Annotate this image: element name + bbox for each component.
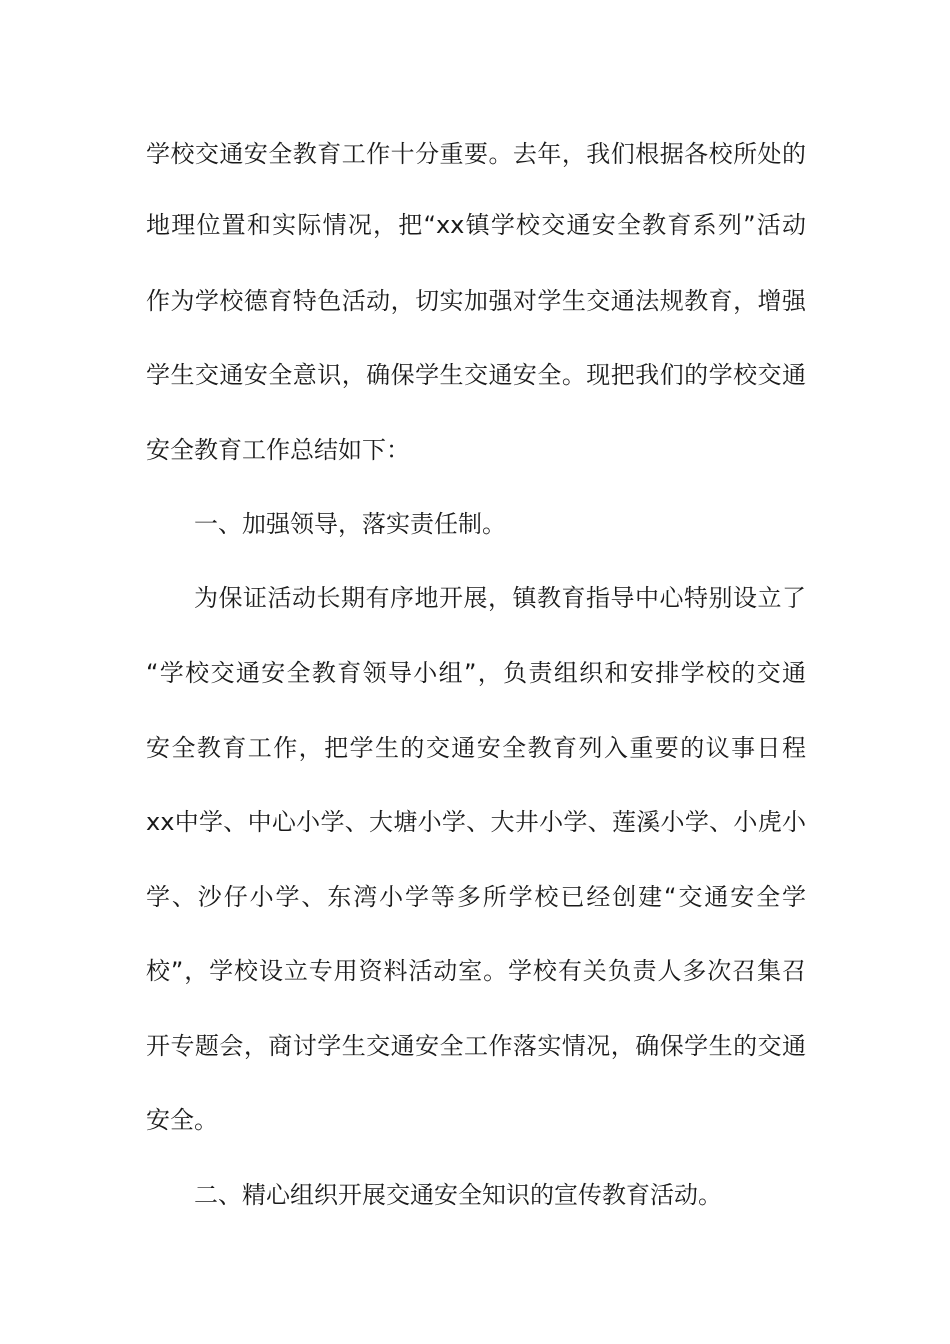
paragraph-line-2: 地理位置和实际情况，把“xx镇学校交通安全教育系列”活动 xyxy=(146,211,806,239)
section-heading-2: 二、精心组织开展交通安全知识的宣传教育活动。 xyxy=(194,1181,722,1209)
paragraph-line-5: 安全教育工作总结如下： xyxy=(146,436,410,464)
paragraph-line-11: 校”，学校设立专用资料活动室。学校有关负责人多次召集召 xyxy=(146,957,806,985)
paragraph-line-12: 开专题会，商讨学生交通安全工作落实情况，确保学生的交通 xyxy=(146,1032,806,1060)
paragraph-line-8: 安全教育工作，把学生的交通安全教育列入重要的议事日程 xyxy=(146,734,806,762)
paragraph-line-6: 为保证活动长期有序地开展，镇教育指导中心特别设立了 xyxy=(194,584,806,612)
paragraph-line-13: 安全。 xyxy=(146,1106,218,1134)
paragraph-line-10: 学、沙仔小学、东湾小学等多所学校已经创建“交通安全学 xyxy=(146,883,806,911)
section-heading-1: 一、加强领导，落实责任制。 xyxy=(194,510,506,538)
paragraph-line-3: 作为学校德育特色活动，切实加强对学生交通法规教育，增强 xyxy=(146,287,806,315)
paragraph-line-7: “学校交通安全教育领导小组”，负责组织和安排学校的交通 xyxy=(146,659,806,687)
paragraph-line-1: 学校交通安全教育工作十分重要。去年，我们根据各校所处的 xyxy=(146,140,806,168)
paragraph-line-9: xx中学、中心小学、大塘小学、大井小学、莲溪小学、小虎小 xyxy=(146,808,806,836)
paragraph-line-4: 学生交通安全意识，确保学生交通安全。现把我们的学校交通 xyxy=(146,361,806,389)
